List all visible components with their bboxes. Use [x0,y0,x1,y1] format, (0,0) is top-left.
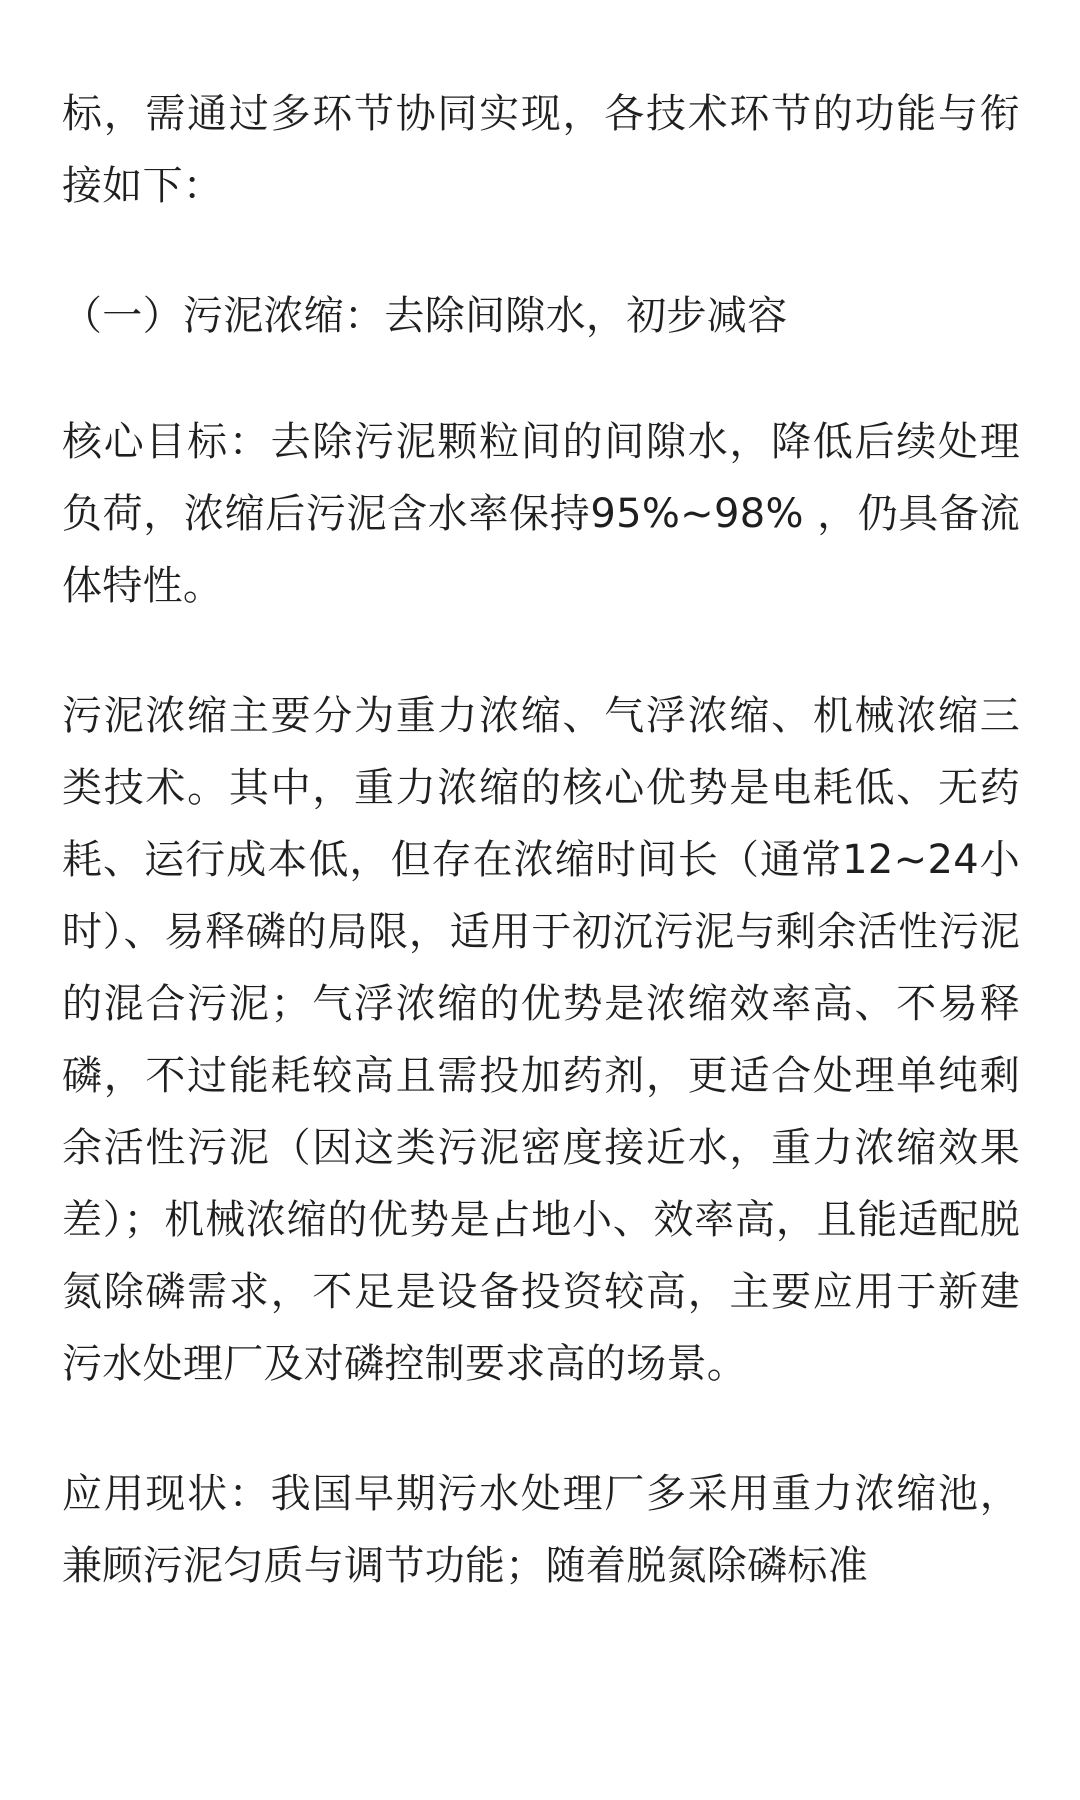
paragraph-core-goal: 核心目标：去除污泥颗粒间的间隙水，降低后续处理负荷，浓缩后污泥含水率保持95%~98% ，仍具备流体特性。 [62,419,1020,609]
article-body [62,78,1020,1602]
section-heading: （一）污泥浓缩：去除间隙水，初步减容 [62,293,788,339]
paragraph-status: 应用现状：我国早期污水处理厂多采用重力浓缩池，兼顾污泥匀质与调节功能；随着脱氮除磷标准 [62,1471,1020,1589]
paragraph-intro: 标，需通过多环节协同实现，各技术环节的功能与衔接如下： [62,91,1020,209]
paragraph-techniques: 污泥浓缩主要分为重力浓缩、气浮浓缩、机械浓缩三类技术。其中，重力浓缩的核心优势是电耗低、无药耗、运行成本低，但存在浓缩时间长（通常12~24小时）、易释磷的局限，适用于初沉污泥与剩余活性污泥的混合污泥；气浮浓缩的优势是浓缩效率高、不易释磷，不过能耗较高且需投加药剂，更适合处理单纯剩余活性污泥（因这类污泥密度接近水，重力浓缩效果差）；机械浓缩的优势是占地小、效率高，且能适配脱氮除磷需求，不足是设备投资较高，主要应用于新建污水处理厂及对磷控制要求高的场景。 [62,693,1020,1387]
